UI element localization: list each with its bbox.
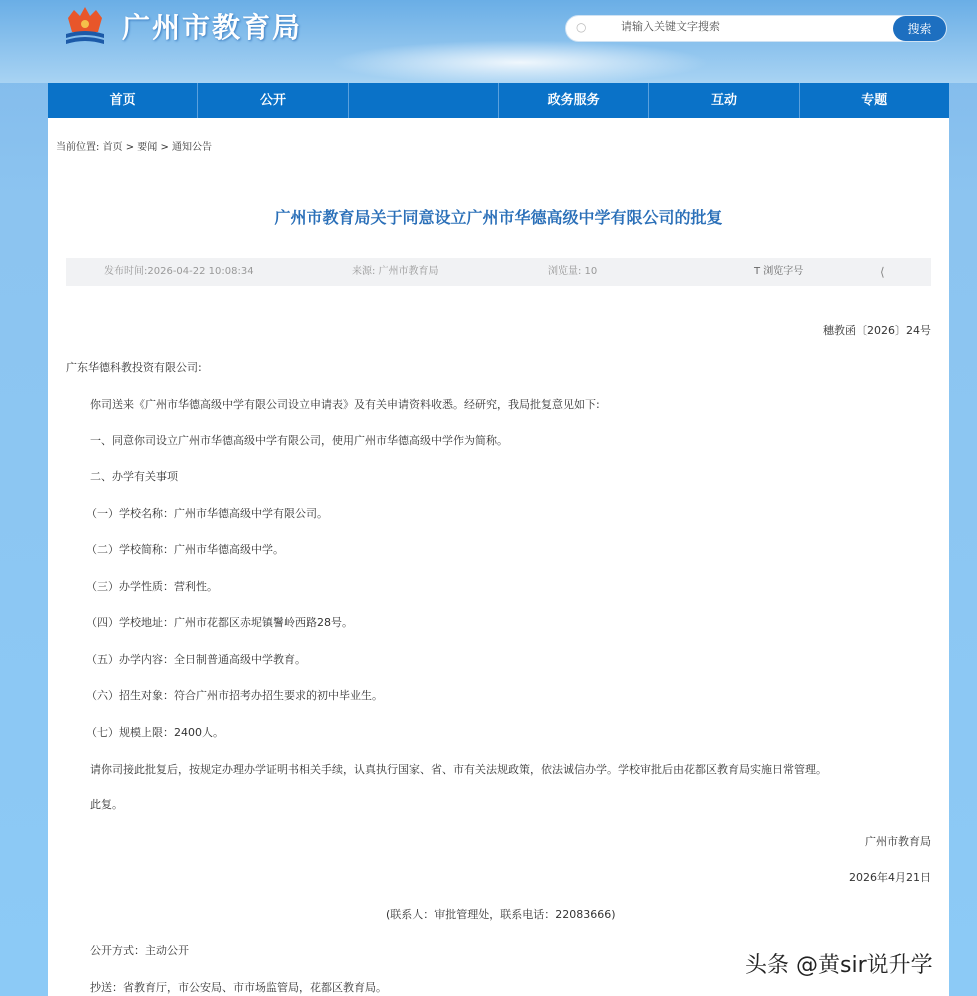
cloud-decoration [330,40,710,85]
breadcrumb-label: 当前位置: [56,142,100,153]
search-icon: ○ [576,20,587,34]
source: 来源: 广州市教育局 [352,266,439,277]
search-input[interactable] [621,20,881,33]
item-1: 一、同意你司设立广州市华德高级中学有限公司，使用广州市华德高级中学作为简称。 [90,434,508,447]
subitem: （三）办学性质：营利性。 [86,580,218,593]
contact-info: (联系人：审批管理处，联系电话：22083666) [386,908,616,921]
date: 2026年4月21日 [849,871,931,884]
share-icon[interactable]: ⟨ [880,265,885,279]
subitem: （六）招生对象：符合广州市招考办招生要求的初中毕业生。 [86,689,383,702]
bureau-logo-icon [60,4,110,48]
search-box [565,15,947,42]
search-button[interactable]: 搜索 [893,16,946,41]
article-title: 广州市教育局关于同意设立广州市华德高级中学有限公司的批复 [274,208,723,227]
header-banner [0,0,977,83]
subitem: （一）学校名称：广州市华德高级中学有限公司。 [86,507,328,520]
closing-paragraph: 请你司接此批复后，按规定办理办学证明书相关手续，认真执行国家、省、市有关法规政策，依法诚信办学。学校审批后由花都区教育局实施日常管理。 [90,763,827,776]
font-size-toggle[interactable]: T 浏览字号 [754,266,804,277]
disclosure: 公开方式：主动公开 [90,944,189,957]
intro-paragraph: 你司送来《广州市华德高级中学有限公司设立申请表》及有关申请资料收悉。经研究，我局批复意见如下: [90,398,600,411]
nav-item-home[interactable]: 首页 [48,83,198,118]
publish-time: 发布时间:2026-04-22 10:08:34 [104,266,254,277]
nav-item-topics[interactable]: 专题 [861,93,888,108]
reply-line: 此复。 [90,798,123,811]
site-title: 广州市教育局 [122,11,303,44]
main-nav [48,83,949,118]
signature: 广州市教育局 [865,835,931,848]
article-meta-bar [66,258,931,286]
nav-item-interaction[interactable]: 互动 [649,83,799,118]
watermark: 头条 @黄sir说升学 [745,953,933,978]
breadcrumb-path[interactable]: 首页 > 要闻 > 通知公告 [102,142,213,153]
addressee: 广东华德科教投资有限公司: [66,361,202,374]
nav-item-services[interactable]: 政务服务 [499,83,649,118]
subitem: （四）学校地址：广州市花都区赤坭镇鬐岭西路28号。 [86,616,353,629]
nav-item-public[interactable]: 公开 [198,83,348,118]
content-panel [48,118,949,996]
cc-list: 抄送：省教育厅，市公安局、市市场监管局，花都区教育局。 [90,981,387,994]
doc-number: 穗教函〔2026〕24号 [823,324,931,337]
subitem: （五）办学内容：全日制普通高级中学教育。 [86,653,306,666]
subitem: （七）规模上限：2400人。 [86,726,224,739]
subitem: （二）学校简称：广州市华德高级中学。 [86,543,284,556]
nav-item-news[interactable] [349,83,499,118]
breadcrumb [56,138,212,153]
view-count: 浏览量: 10 [548,266,598,277]
item-2: 二、办学有关事项 [90,470,178,483]
